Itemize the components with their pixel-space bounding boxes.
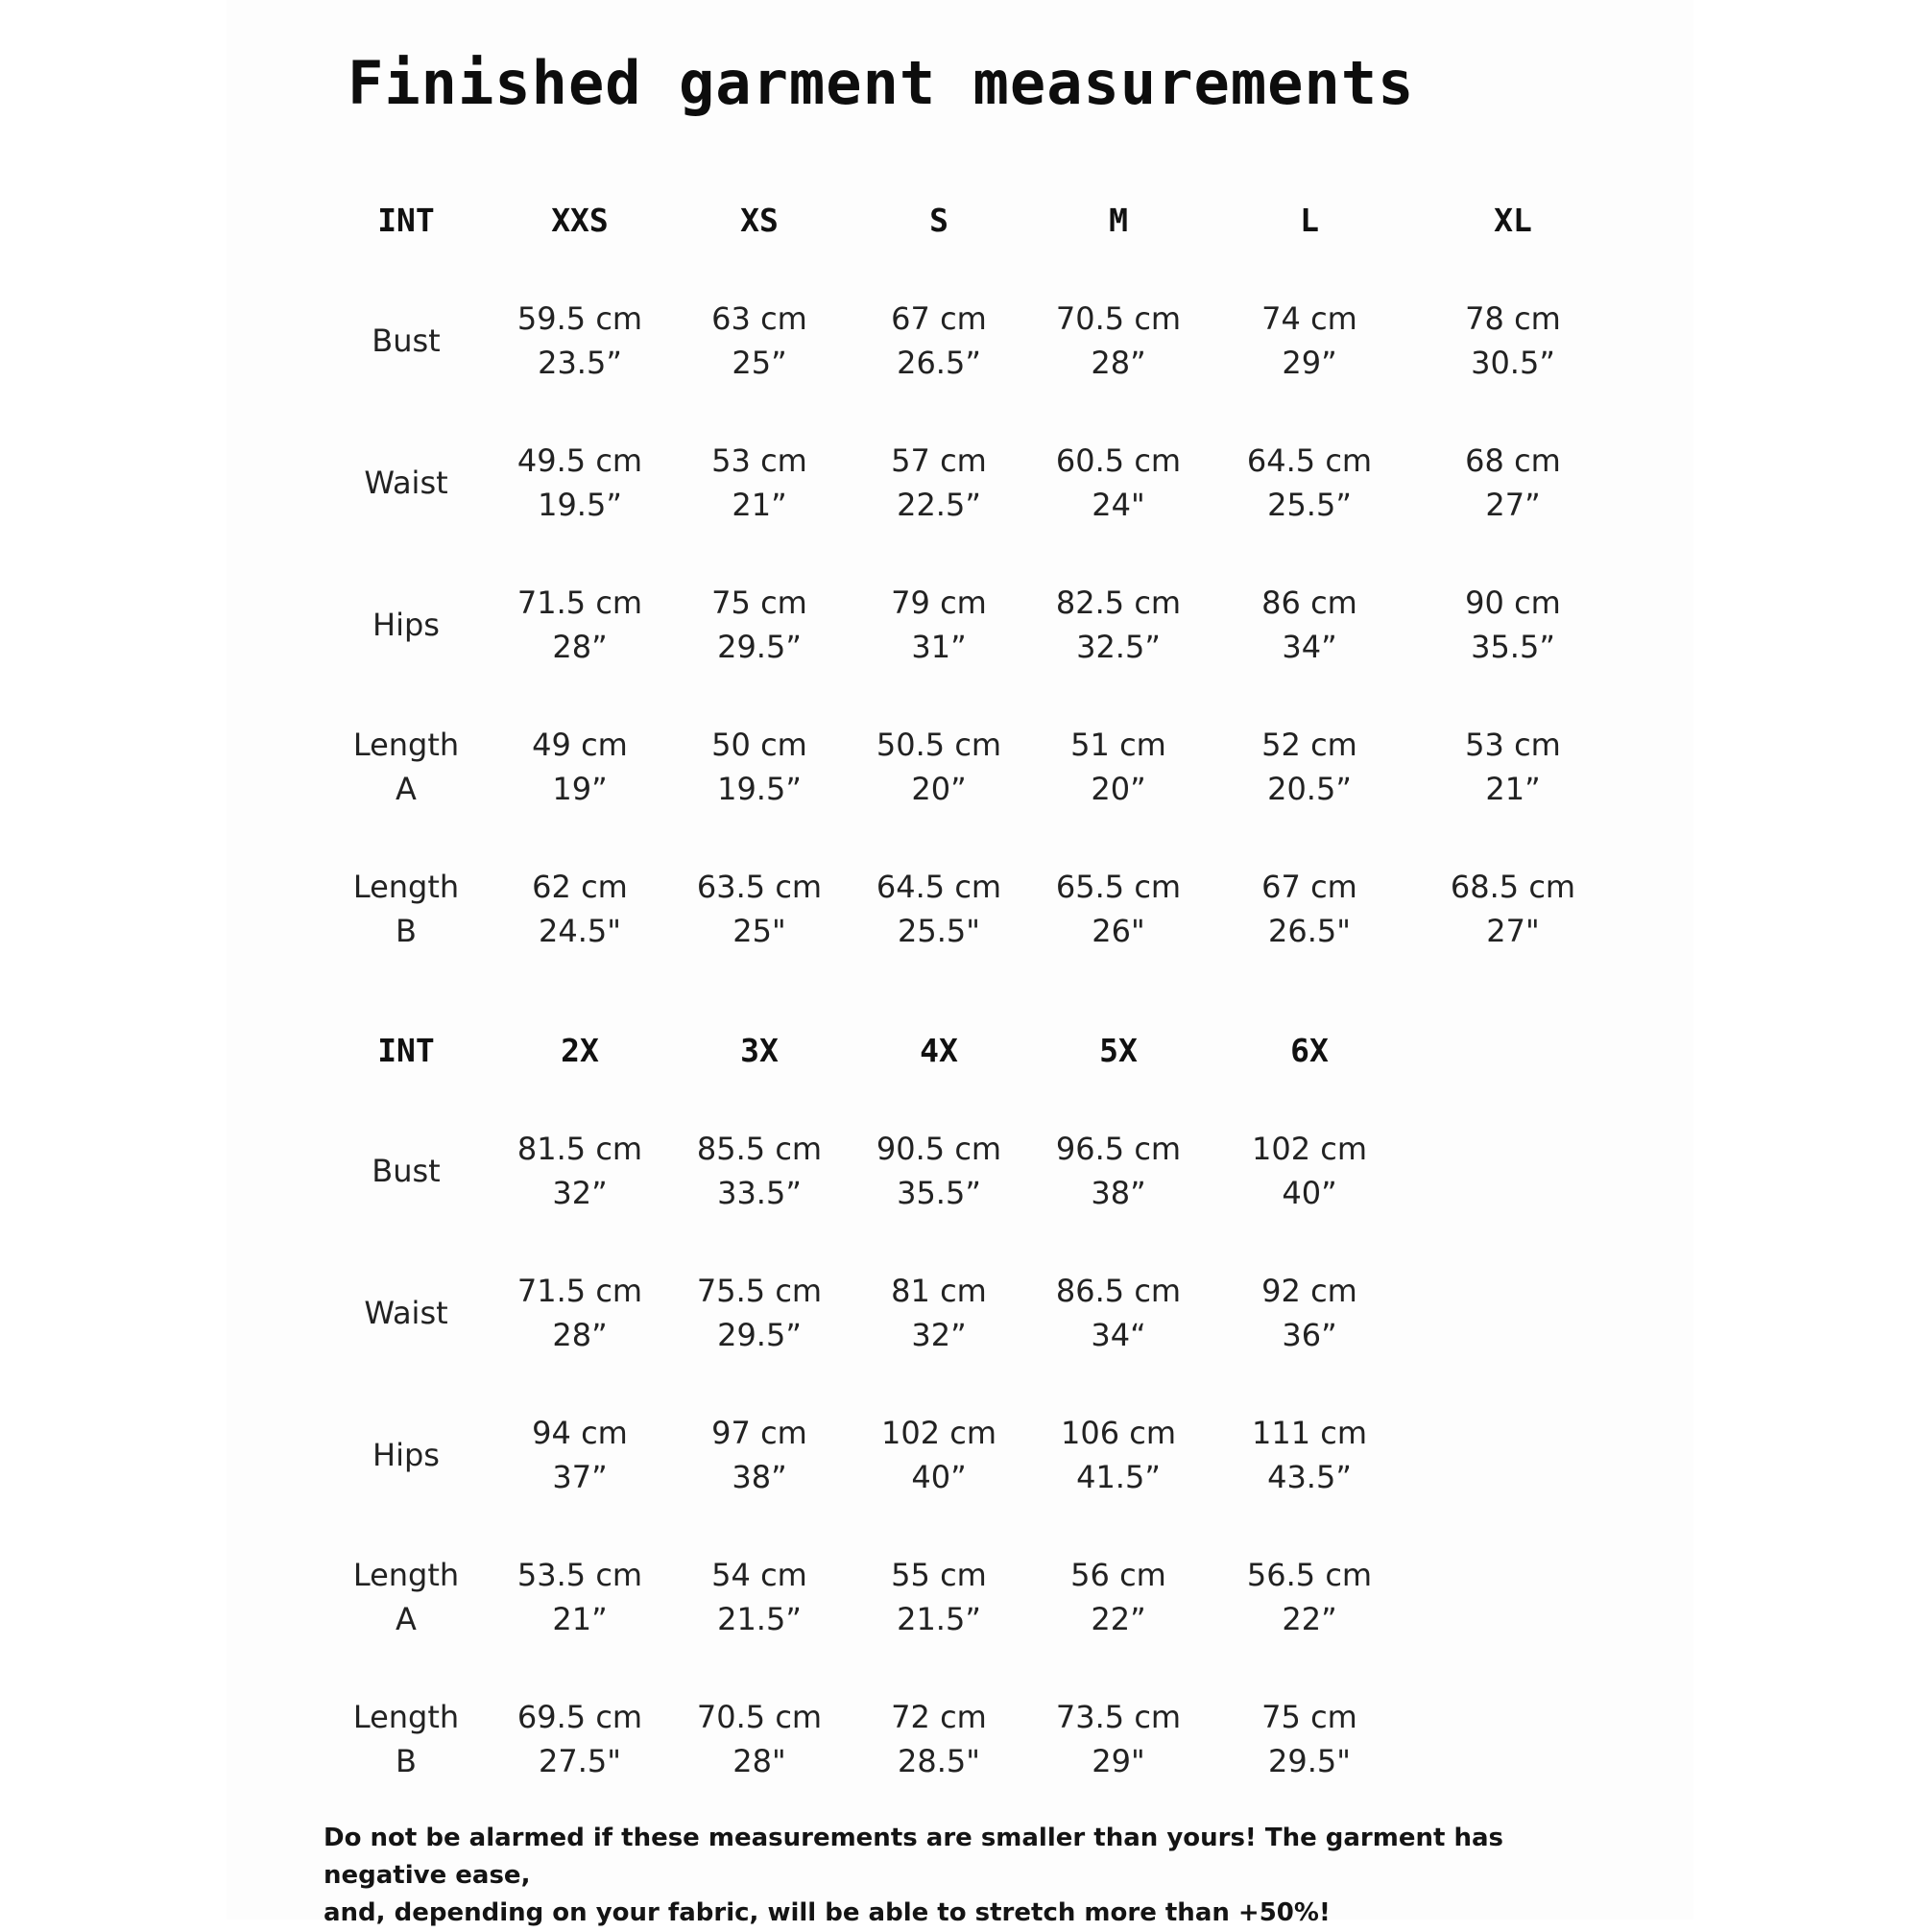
measurement-cm: 67 cm: [1261, 869, 1357, 905]
measurement-cell: [1013, 865, 1224, 953]
measurement-cell: [1204, 1411, 1415, 1499]
size-header: 2X: [561, 1032, 599, 1069]
measurement-cm: 78 cm: [1465, 300, 1561, 337]
row-label-line: Hips: [372, 1437, 440, 1473]
size-header: M: [1109, 202, 1128, 239]
measurement-inches: 23.5”: [538, 345, 622, 381]
measurement-cell: [1204, 1127, 1415, 1215]
size-header: 5X: [1099, 1032, 1138, 1069]
measurement-inches: 29”: [1282, 345, 1337, 381]
measurement-cm: 64.5 cm: [1246, 442, 1373, 479]
measurement-cell: [1407, 297, 1619, 385]
measurement-cm: 90.5 cm: [876, 1131, 1002, 1167]
measurement-cm: 72 cm: [891, 1699, 987, 1735]
measurement-inches: 26.5”: [897, 345, 981, 381]
measurement-cm: 53 cm: [1465, 727, 1561, 763]
row-label-line: Waist: [364, 1295, 448, 1331]
size-header: XS: [740, 202, 779, 239]
measurement-cm: 74 cm: [1261, 300, 1357, 337]
measurement-cm: 50 cm: [711, 727, 807, 763]
measurement-cm: 51 cm: [1070, 727, 1166, 763]
measurement-cm: 97 cm: [711, 1415, 807, 1451]
measurement-cm: 71.5 cm: [516, 584, 643, 621]
measurement-inches: 19”: [552, 771, 608, 807]
row-label-line: B: [396, 1743, 417, 1779]
measurement-inches: 21”: [1485, 771, 1541, 807]
measurement-inches: 20”: [911, 771, 967, 807]
row-label-line: Length: [352, 869, 460, 905]
measurement-cm: 59.5 cm: [516, 300, 643, 337]
measurement-cm: 81.5 cm: [516, 1131, 643, 1167]
measurement-cm: 90 cm: [1465, 584, 1561, 621]
measurement-cm: 102 cm: [1251, 1131, 1367, 1167]
measurement-inches: 43.5”: [1267, 1459, 1352, 1495]
measurement-cm: 92 cm: [1261, 1273, 1357, 1309]
measurement-inches: 26": [1092, 913, 1145, 949]
measurement-inches: 24.5": [539, 913, 621, 949]
measurement-cell: [1013, 297, 1224, 385]
measurement-inches: 38”: [732, 1459, 787, 1495]
measurement-inches: 25.5”: [1267, 487, 1352, 523]
measurement-inches: 32.5”: [1076, 629, 1161, 665]
measurement-inches: 22”: [1091, 1601, 1146, 1637]
measurement-inches: 32”: [911, 1317, 967, 1353]
measurement-inches: 25": [732, 913, 786, 949]
measurement-cm: 56.5 cm: [1246, 1557, 1373, 1593]
measurement-cm: 73.5 cm: [1055, 1699, 1182, 1735]
measurement-inches: 27": [1486, 913, 1540, 949]
row-label-line: A: [396, 771, 417, 807]
measurement-inches: 27.5": [539, 1743, 621, 1779]
measurement-cell: [1407, 581, 1619, 669]
ease-note-line-2: and, depending on your fabric, will be able to stretch more than +50%!: [324, 1898, 1331, 1927]
measurement-cm: 55 cm: [891, 1557, 987, 1593]
measurement-cell: [1013, 723, 1224, 811]
size-header: XL: [1494, 202, 1532, 239]
measurement-inches: 29.5”: [717, 629, 802, 665]
measurement-cm: 53.5 cm: [516, 1557, 643, 1593]
ease-note: [324, 1820, 1600, 1932]
measurement-cell: [1204, 1269, 1415, 1357]
measurement-cell: [1013, 1411, 1224, 1499]
measurement-inches: 22.5”: [897, 487, 981, 523]
measurement-inches: 31”: [911, 629, 967, 665]
measurement-inches: 21”: [732, 487, 787, 523]
measurement-inches: 19.5”: [538, 487, 622, 523]
measurement-inches: 26.5": [1268, 913, 1351, 949]
measurement-inches: 32”: [552, 1175, 608, 1211]
measurement-cell: [1013, 1269, 1224, 1357]
measurement-cell: [1407, 723, 1619, 811]
measurement-cm: 75 cm: [1261, 1699, 1357, 1735]
measurement-cm: 70.5 cm: [1055, 300, 1182, 337]
measurement-inches: 40”: [911, 1459, 967, 1495]
row-label-line: Length: [352, 1557, 460, 1593]
measurement-inches: 28": [732, 1743, 786, 1779]
measurement-cm: 75.5 cm: [696, 1273, 823, 1309]
measurement-cm: 79 cm: [891, 584, 987, 621]
measurement-cell: [1204, 297, 1415, 385]
measurement-cm: 96.5 cm: [1055, 1131, 1182, 1167]
row-label-line: A: [396, 1601, 417, 1637]
measurement-inches: 29.5”: [717, 1317, 802, 1353]
table-header-int: INT: [377, 1032, 435, 1069]
measurement-cell: [1407, 865, 1619, 953]
ease-note-line-1: Do not be alarmed if these measurements are smaller than yours! The garment has negative ease,: [324, 1824, 1503, 1890]
size-header: 6X: [1290, 1032, 1329, 1069]
measurement-cell: [1013, 581, 1224, 669]
measurement-inches: 34“: [1091, 1317, 1146, 1353]
page-title: Finished garment measurements: [348, 48, 1415, 118]
measurement-cm: 63 cm: [711, 300, 807, 337]
measurement-cell: [1407, 439, 1619, 527]
measurement-cm: 81 cm: [891, 1273, 987, 1309]
measurement-cell: [1013, 1553, 1224, 1641]
measurement-cm: 57 cm: [891, 442, 987, 479]
measurement-cm: 102 cm: [880, 1415, 996, 1451]
measurement-inches: 20”: [1091, 771, 1146, 807]
measurement-inches: 24": [1092, 487, 1145, 523]
measurement-inches: 34”: [1282, 629, 1337, 665]
measurement-cm: 85.5 cm: [696, 1131, 823, 1167]
measurement-cell: [1204, 1553, 1415, 1641]
measurement-inches: 25.5": [898, 913, 980, 949]
row-label-line: Length: [352, 727, 460, 763]
measurement-cm: 54 cm: [711, 1557, 807, 1593]
measurement-inches: 41.5”: [1076, 1459, 1161, 1495]
measurement-inches: 20.5”: [1267, 771, 1352, 807]
measurement-cell: [1013, 1127, 1224, 1215]
measurement-cm: 67 cm: [891, 300, 987, 337]
measurement-cm: 53 cm: [711, 442, 807, 479]
measurement-cm: 65.5 cm: [1055, 869, 1182, 905]
measurement-inches: 28”: [1091, 345, 1146, 381]
measurement-inches: 21.5”: [897, 1601, 981, 1637]
measurement-cm: 56 cm: [1070, 1557, 1166, 1593]
measurement-inches: 35.5”: [1471, 629, 1555, 665]
measurement-cm: 49 cm: [532, 727, 628, 763]
measurement-inches: 33.5”: [717, 1175, 802, 1211]
measurement-inches: 28.5": [898, 1743, 980, 1779]
row-label-line: Hips: [372, 607, 440, 643]
measurement-inches: 27”: [1485, 487, 1541, 523]
measurement-cm: 82.5 cm: [1055, 584, 1182, 621]
measurement-cm: 111 cm: [1251, 1415, 1367, 1451]
measurement-inches: 38”: [1091, 1175, 1146, 1211]
measurement-cell: [1204, 581, 1415, 669]
measurement-inches: 25”: [732, 345, 787, 381]
row-label-line: B: [396, 913, 417, 949]
measurement-inches: 21.5”: [717, 1601, 802, 1637]
measurement-cm: 50.5 cm: [876, 727, 1002, 763]
size-header: 4X: [920, 1032, 958, 1069]
measurement-cell: [1013, 439, 1224, 527]
measurement-cm: 63.5 cm: [696, 869, 823, 905]
measurement-cm: 68.5 cm: [1450, 869, 1576, 905]
size-header: L: [1300, 202, 1319, 239]
measurement-inches: 40”: [1282, 1175, 1337, 1211]
measurement-cell: [1204, 1695, 1415, 1783]
row-label-line: Bust: [372, 322, 441, 359]
size-header: S: [929, 202, 948, 239]
measurement-cm: 71.5 cm: [516, 1273, 643, 1309]
measurement-cell: [1204, 723, 1415, 811]
measurement-inches: 22”: [1282, 1601, 1337, 1637]
measurement-cell: [1204, 439, 1415, 527]
measurement-inches: 30.5”: [1471, 345, 1555, 381]
measurement-cm: 86.5 cm: [1055, 1273, 1182, 1309]
measurement-cm: 94 cm: [532, 1415, 628, 1451]
measurement-cm: 68 cm: [1465, 442, 1561, 479]
measurement-cm: 86 cm: [1261, 584, 1357, 621]
size-header: XXS: [551, 202, 609, 239]
measurement-cm: 75 cm: [711, 584, 807, 621]
size-header: 3X: [740, 1032, 779, 1069]
measurement-cm: 64.5 cm: [876, 869, 1002, 905]
measurement-inches: 29": [1092, 1743, 1145, 1779]
measurement-inches: 28”: [552, 629, 608, 665]
measurement-cm: 69.5 cm: [516, 1699, 643, 1735]
row-label-line: Bust: [372, 1153, 441, 1189]
measurement-cm: 52 cm: [1261, 727, 1357, 763]
table-header-int: INT: [377, 202, 435, 239]
measurement-cm: 106 cm: [1060, 1415, 1176, 1451]
measurement-cell: [1204, 865, 1415, 953]
measurement-inches: 29.5": [1268, 1743, 1351, 1779]
row-label-line: Length: [352, 1699, 460, 1735]
measurement-cm: 70.5 cm: [696, 1699, 823, 1735]
measurement-inches: 37”: [552, 1459, 608, 1495]
measurement-inches: 21”: [552, 1601, 608, 1637]
measurement-inches: 28”: [552, 1317, 608, 1353]
measurement-cm: 49.5 cm: [516, 442, 643, 479]
measurement-inches: 19.5”: [717, 771, 802, 807]
row-label-line: Waist: [364, 465, 448, 501]
measurement-inches: 36”: [1282, 1317, 1337, 1353]
measurement-cm: 62 cm: [532, 869, 628, 905]
measurement-cm: 60.5 cm: [1055, 442, 1182, 479]
measurement-cell: [1013, 1695, 1224, 1783]
measurement-inches: 35.5”: [897, 1175, 981, 1211]
